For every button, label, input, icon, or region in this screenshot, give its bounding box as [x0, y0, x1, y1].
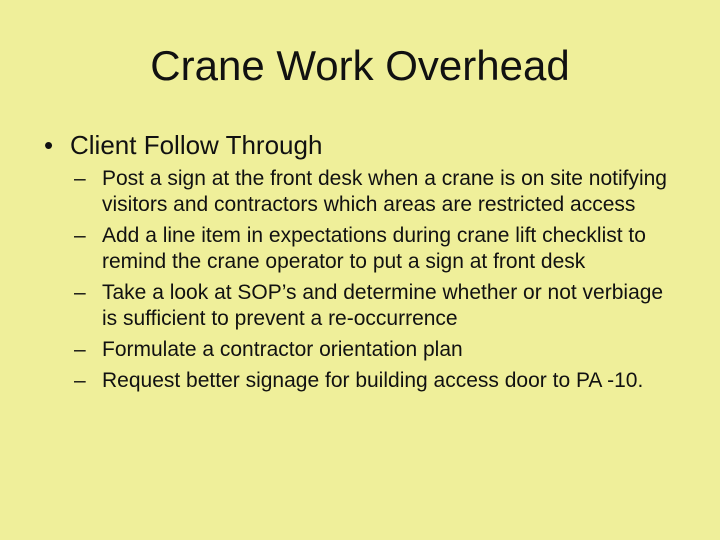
sub-bullet-dash: – — [74, 338, 86, 361]
sub-bullet-text: Take a look at SOP’s and determine whether or not verbiage is sufficient to prevent a re-occurrence — [102, 281, 664, 330]
sub-bullet-item — [74, 280, 684, 332]
bullet-heading: Client Follow Through — [70, 130, 323, 160]
sub-bullet-text: Request better signage for building access door to PA -10. — [102, 369, 644, 392]
slide-title: Crane Work Overhead — [150, 42, 570, 89]
sub-bullet-item — [74, 166, 684, 218]
sub-bullet-dash: – — [74, 369, 86, 392]
bullet-marker: • — [44, 130, 54, 160]
sub-bullet-text: Formulate a contractor orientation plan — [102, 338, 463, 361]
sub-bullet-dash: – — [74, 281, 86, 304]
sub-bullet-item — [74, 337, 684, 363]
sub-bullet-list — [74, 166, 684, 399]
sub-bullet-dash: – — [74, 167, 86, 190]
sub-bullet-item — [74, 368, 684, 394]
sub-bullet-text: Post a sign at the front desk when a crane is on site notifying visitors and contractors which areas are restricted access — [102, 167, 667, 216]
sub-bullet-dash: – — [74, 224, 86, 247]
sub-bullet-item — [74, 223, 684, 275]
sub-bullet-text: Add a line item in expectations during crane lift checklist to remind the crane operator to put a sign at front desk — [102, 224, 646, 273]
